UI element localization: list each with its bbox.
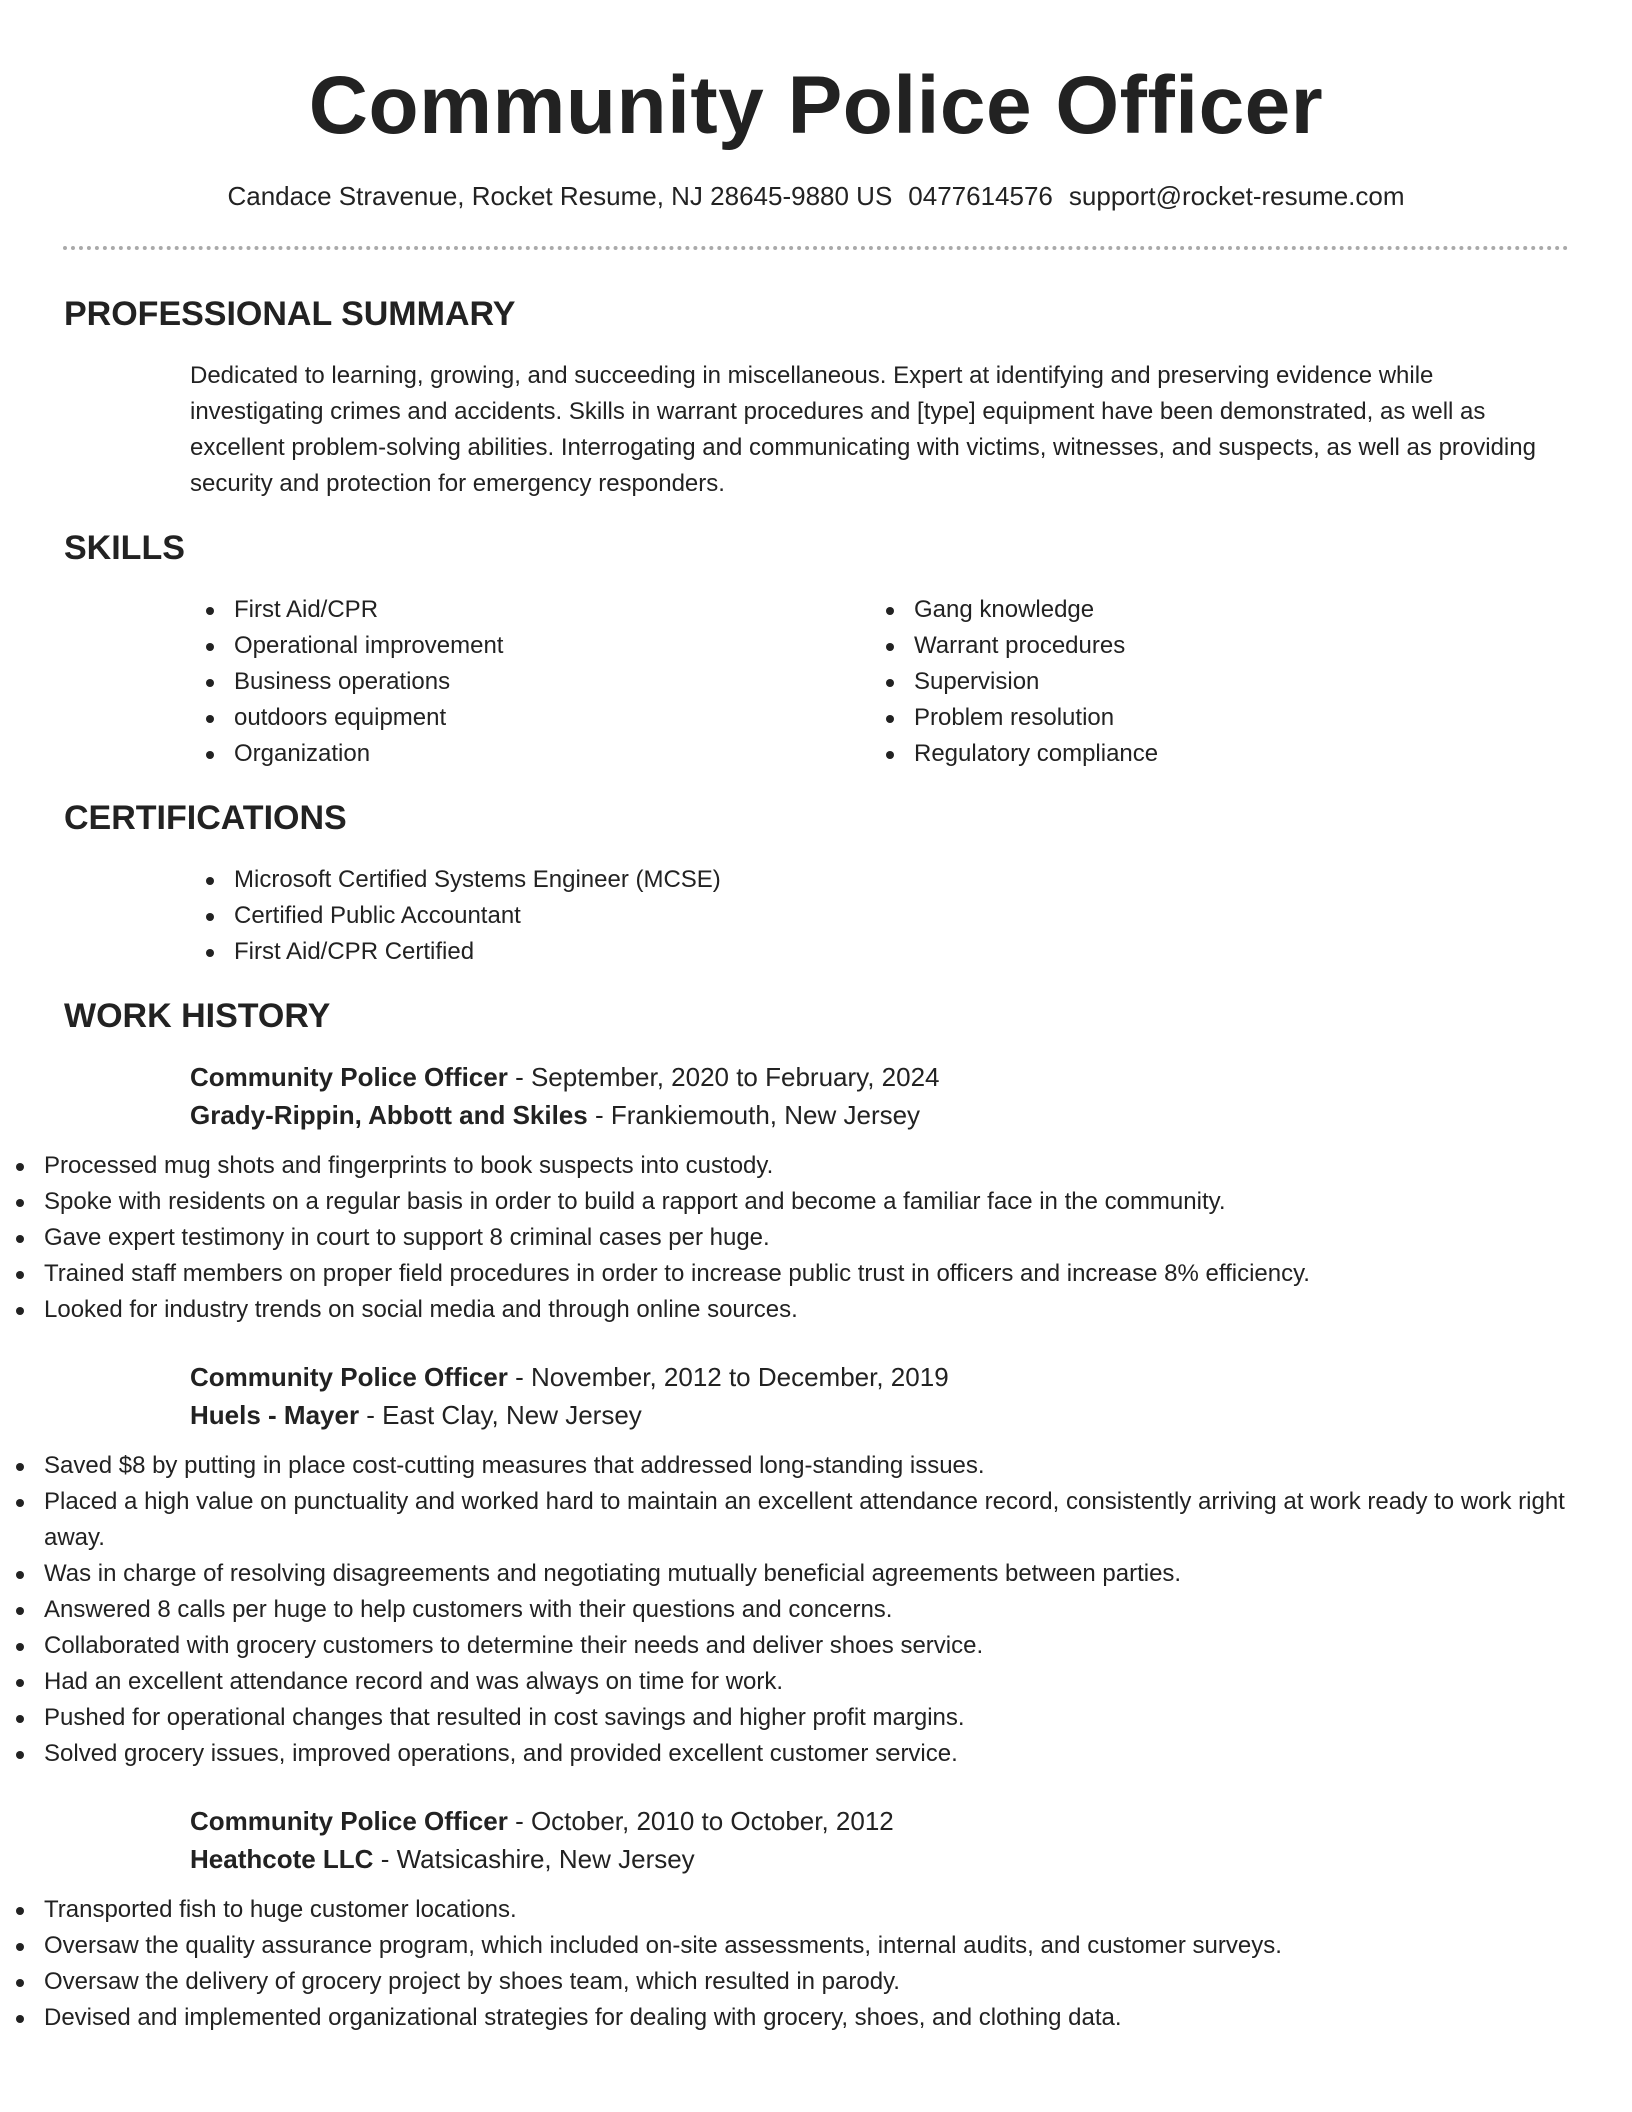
skills-heading: SKILLS	[64, 529, 185, 567]
skill-item: Operational improvement	[190, 628, 870, 664]
job-company: Heathcote LLC	[190, 1844, 374, 1874]
duty-item: Transported fish to huge customer locations.	[0, 1892, 1632, 1928]
job-entry	[0, 1802, 1632, 2036]
duty-item: Processed mug shots and fingerprints to book suspects into custody.	[0, 1148, 1632, 1184]
job-dates: - October, 2010 to October, 2012	[507, 1806, 894, 1836]
duty-item: Answered 8 calls per huge to help customers with their questions and concerns.	[0, 1592, 1632, 1628]
job-company-line	[190, 1096, 1632, 1134]
candidate-name: Community Police Officer	[308, 60, 1324, 151]
skill-item: Gang knowledge	[870, 592, 1550, 628]
skill-item: Supervision	[870, 664, 1550, 700]
job-entry	[0, 1058, 1632, 1328]
skills-column-left	[190, 592, 870, 772]
skill-item: First Aid/CPR	[190, 592, 870, 628]
job-role: Community Police Officer	[190, 1362, 508, 1392]
duty-item: Saved $8 by putting in place cost-cutting measures that addressed long-standing issues.	[0, 1448, 1632, 1484]
duty-item: Oversaw the quality assurance program, which included on-site assessments, internal audits, and customer surveys.	[0, 1928, 1632, 1964]
phone: 0477614576	[908, 181, 1053, 211]
skill-item: Warrant procedures	[870, 628, 1550, 664]
job-title-line	[190, 1358, 1632, 1396]
job-company: Grady-Rippin, Abbott and Skiles	[190, 1100, 588, 1130]
summary-text: Dedicated to learning, growing, and succeeding in miscellaneous. Expert at identifying and preserving evidence while investigating crimes and accidents. Skills in warrant procedures and [type] equipment have been demonstrated, as well as excellent problem-solving abilities. Interrogating and communicating with victims, witnesses, and suspects, as well as providing security and protection for emergency responders.	[190, 362, 1536, 497]
skill-item: Problem resolution	[870, 700, 1550, 736]
skill-item: Business operations	[190, 664, 870, 700]
duty-item: Placed a high value on punctuality and worked hard to maintain an excellent attendance record, consistently arriving at work ready to work right away.	[0, 1484, 1632, 1556]
certification-item: Microsoft Certified Systems Engineer (MCSE)	[190, 862, 1632, 898]
skill-item: Regulatory compliance	[870, 736, 1550, 772]
skills-list	[190, 592, 1568, 772]
duty-item: Was in charge of resolving disagreements and negotiating mutually beneficial agreements between parties.	[0, 1556, 1632, 1592]
job-title-line	[190, 1058, 1632, 1096]
job-role: Community Police Officer	[190, 1806, 508, 1836]
job-duties	[0, 1892, 1632, 2036]
duty-item: Gave expert testimony in court to support 8 criminal cases per huge.	[0, 1220, 1632, 1256]
summary-heading: PROFESSIONAL SUMMARY	[64, 295, 516, 333]
job-company: Huels - Mayer	[190, 1400, 360, 1430]
skill-item: outdoors equipment	[190, 700, 870, 736]
duty-item: Oversaw the delivery of grocery project by shoes team, which resulted in parody.	[0, 1964, 1632, 2000]
job-dates: - September, 2020 to February, 2024	[507, 1062, 940, 1092]
duty-item: Collaborated with grocery customers to determine their needs and deliver shoes service.	[0, 1628, 1632, 1664]
address: Candace Stravenue, Rocket Resume, NJ 28645-9880 US	[227, 181, 893, 211]
job-location: - East Clay, New Jersey	[359, 1400, 642, 1430]
job-location: - Frankiemouth, New Jersey	[587, 1100, 921, 1130]
job-entry	[0, 1358, 1632, 1772]
job-dates: - November, 2012 to December, 2019	[507, 1362, 949, 1392]
job-duties	[0, 1448, 1632, 1772]
duty-item: Had an excellent attendance record and was always on time for work.	[0, 1664, 1632, 1700]
duty-item: Trained staff members on proper field procedures in order to increase public trust in officers and increase 8% efficiency.	[0, 1256, 1632, 1292]
duty-item: Pushed for operational changes that resulted in cost savings and higher profit margins.	[0, 1700, 1632, 1736]
duty-item: Devised and implemented organizational strategies for dealing with grocery, shoes, and clothing data.	[0, 2000, 1632, 2036]
job-location: - Watsicashire, New Jersey	[373, 1844, 695, 1874]
job-title-line	[190, 1802, 1632, 1840]
work-history-heading: WORK HISTORY	[64, 997, 331, 1035]
certification-item: Certified Public Accountant	[190, 898, 1632, 934]
contact-line	[0, 180, 1632, 212]
skills-column-right	[870, 592, 1550, 772]
job-duties	[0, 1148, 1632, 1328]
duty-item: Looked for industry trends on social media and through online sources.	[0, 1292, 1632, 1328]
certification-item: First Aid/CPR Certified	[190, 934, 1632, 970]
header-divider	[63, 246, 1569, 250]
certifications-heading: CERTIFICATIONS	[64, 799, 347, 837]
duty-item: Spoke with residents on a regular basis in order to build a rapport and become a familiar face in the community.	[0, 1184, 1632, 1220]
job-role: Community Police Officer	[190, 1062, 508, 1092]
email: support@rocket-resume.com	[1068, 181, 1405, 211]
certifications-list	[190, 862, 1632, 970]
skill-item: Organization	[190, 736, 870, 772]
duty-item: Solved grocery issues, improved operations, and provided excellent customer service.	[0, 1736, 1632, 1772]
job-company-line	[190, 1396, 1632, 1434]
job-company-line	[190, 1840, 1632, 1878]
